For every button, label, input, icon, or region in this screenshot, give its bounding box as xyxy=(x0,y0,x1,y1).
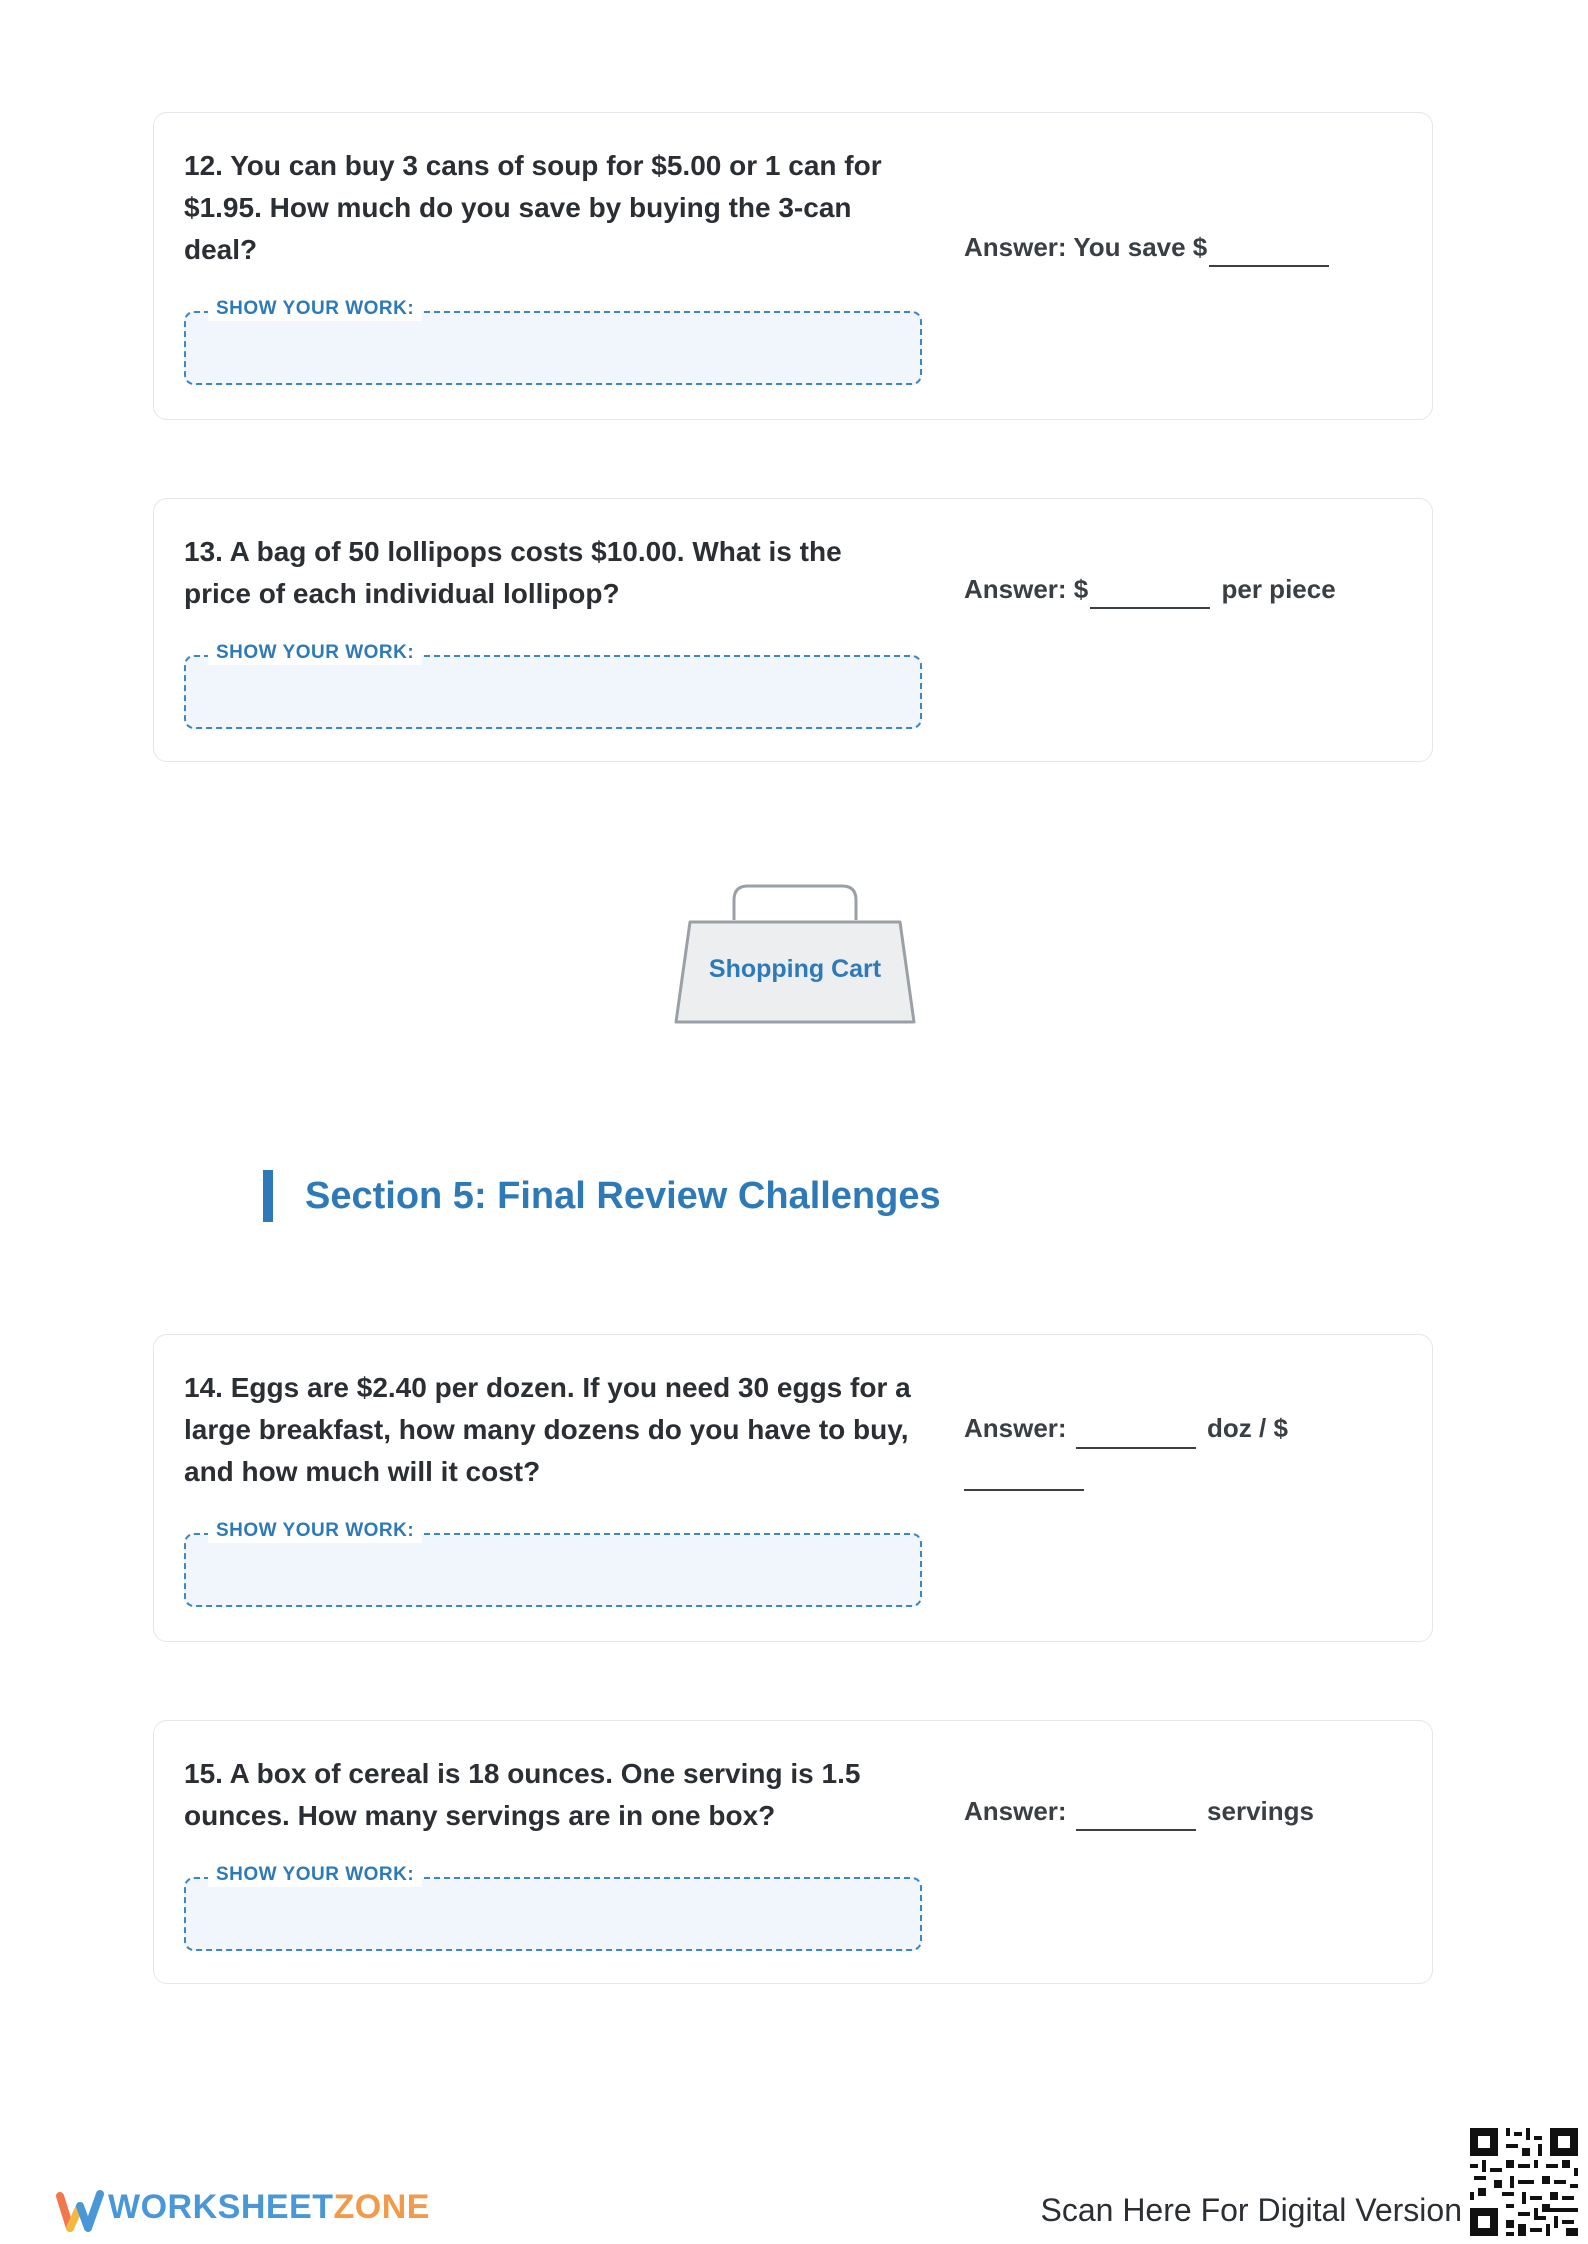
question-card-13 xyxy=(153,498,1433,762)
answer-suffix: servings xyxy=(1207,1796,1314,1826)
answer-line xyxy=(964,227,1384,267)
section-accent-bar xyxy=(263,1170,273,1222)
section-title: Section 5: Final Review Challenges xyxy=(305,1175,941,1217)
logo-text xyxy=(108,2188,430,2227)
show-work-label: SHOW YOUR WORK: xyxy=(208,641,422,665)
show-work-box[interactable] xyxy=(184,1520,922,1607)
question-card-14 xyxy=(153,1334,1433,1642)
answer-line xyxy=(964,569,1384,609)
logo-accent: ZONE xyxy=(333,2188,430,2226)
answer-blank[interactable] xyxy=(1090,577,1210,609)
answer-line xyxy=(964,1407,1384,1491)
question-text: 14. Eggs are $2.40 per dozen. If you need 30 eggs for a large breakfast, how many dozens do you have to buy, and how much will it cost? xyxy=(184,1372,911,1487)
answer-blank[interactable] xyxy=(1209,235,1329,267)
logo-w-icon xyxy=(56,2184,104,2236)
question-text: 15. A box of cereal is 18 ounces. One serving is 1.5 ounces. How many servings are in one box? xyxy=(184,1758,861,1831)
cart-label: Shopping Cart xyxy=(708,955,882,983)
show-work-label: SHOW YOUR WORK: xyxy=(208,1863,422,1887)
answer-blank[interactable] xyxy=(1076,1799,1196,1831)
answer-prefix: Answer: $ xyxy=(964,574,1089,604)
qr-code-icon[interactable] xyxy=(1470,2128,1578,2236)
answer-blank-cost[interactable] xyxy=(964,1459,1084,1491)
question-card-15 xyxy=(153,1720,1433,1984)
answer-blank-dozens[interactable] xyxy=(1076,1417,1196,1449)
show-work-label: SHOW YOUR WORK: xyxy=(208,1519,422,1543)
show-work-box[interactable] xyxy=(184,1864,922,1951)
answer-prefix: Answer: You save $ xyxy=(964,232,1208,262)
question-text: 13. A bag of 50 lollipops costs $10.00. What is the price of each individual lollipop? xyxy=(184,536,842,609)
show-work-box[interactable] xyxy=(184,642,922,729)
answer-prefix: Answer: xyxy=(964,1796,1067,1826)
answer-line xyxy=(964,1791,1384,1831)
answer-suffix: per piece xyxy=(1221,574,1336,604)
logo-main: WORKSHEET xyxy=(108,2188,334,2226)
show-work-label: SHOW YOUR WORK: xyxy=(208,297,422,321)
shopping-cart-illustration xyxy=(670,878,920,1028)
question-text: 12. You can buy 3 cans of soup for $5.00 or 1 can for $1.95. How much do you save by buying the 3-can deal? xyxy=(184,150,882,265)
shopping-bag-icon xyxy=(670,878,920,1028)
worksheetzone-logo[interactable] xyxy=(56,2180,556,2236)
scan-text: Scan Here For Digital Version xyxy=(1040,2192,1462,2228)
answer-middle: doz / $ xyxy=(1207,1413,1288,1443)
question-card-12 xyxy=(153,112,1433,420)
show-work-box[interactable] xyxy=(184,298,922,385)
answer-prefix: Answer: xyxy=(964,1413,1067,1443)
